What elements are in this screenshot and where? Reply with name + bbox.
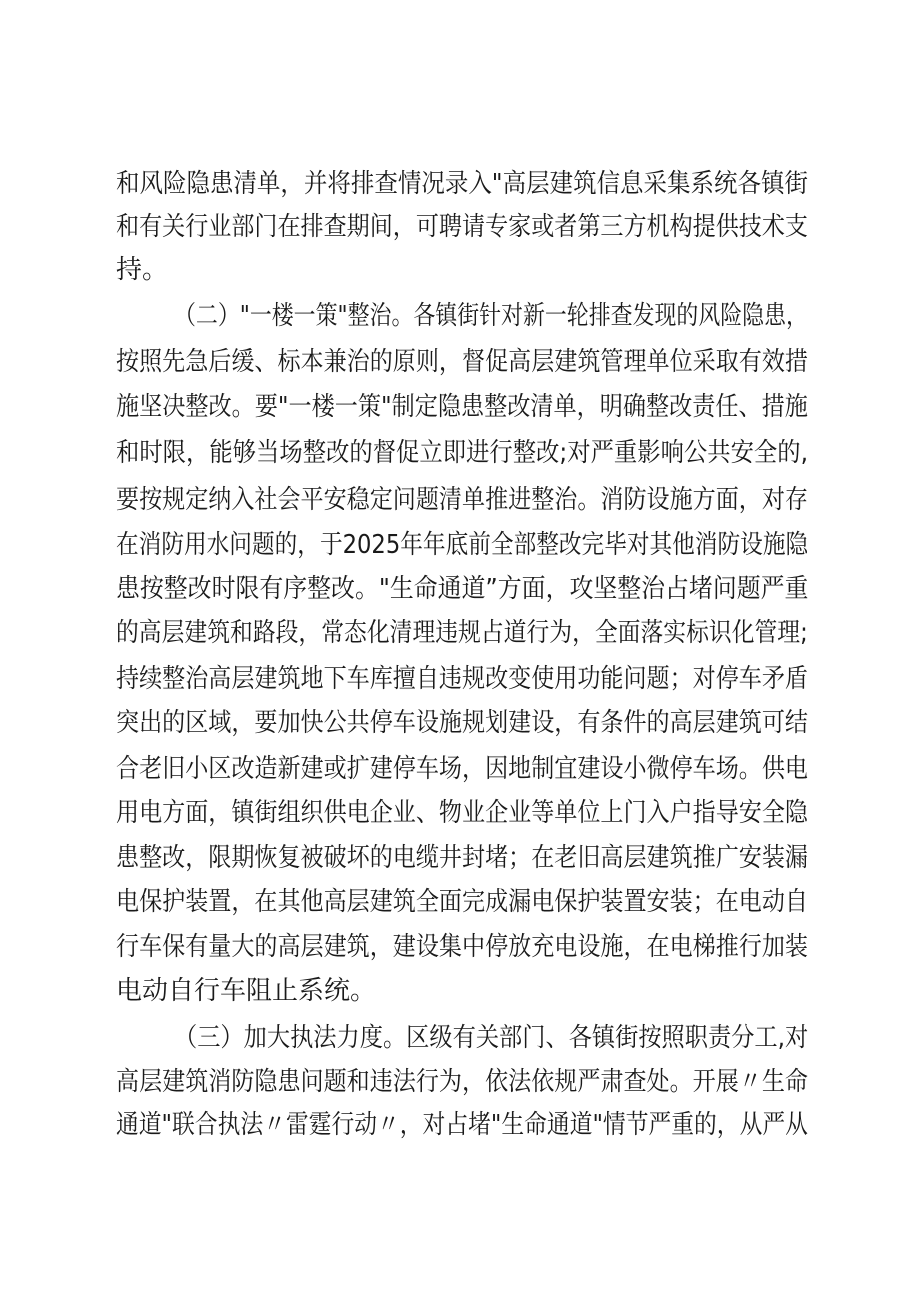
text-line: 和时限，能够当场整改的督促立即进行整改;对严重影响公共安全的, bbox=[116, 438, 809, 468]
text-line: 合老旧小区改造新建或扩建停车场，因地制宜建设小微停车场。供电 bbox=[116, 754, 809, 784]
section-heading-three: （三）加大执法力度。区级有关部门、各镇街按照职责分工,对 bbox=[174, 1023, 809, 1053]
text-line: 要按规定纳入社会平安稳定问题清单推进整治。消防设施方面，对存 bbox=[116, 485, 809, 515]
text-line: 患整改，限期恢复被破坏的电缆井封堵；在老旧高层建筑推广安装漏 bbox=[116, 843, 809, 873]
section-heading-two: （二）"一楼一策"整治。各镇街针对新一轮排查发现的风险隐患， bbox=[174, 301, 808, 331]
text-line: 用电方面，镇街组织供电企业、物业企业等单位上门入户指导安全隐 bbox=[116, 798, 809, 828]
text-line: 行车保有量大的高层建筑，建设集中停放充电设施，在电梯推行加装 bbox=[116, 932, 809, 962]
text-line: 持续整治高层建筑地下车库擅自违规改变使用功能问题；对停车矛盾 bbox=[116, 664, 809, 694]
text-line: 突出的区域，要加快公共停车设施规划建设，有条件的高层建筑可结 bbox=[116, 708, 809, 738]
text-line: 的高层建筑和路段，常态化清理违规占道行为，全面落实标识化管理; bbox=[116, 618, 808, 648]
text-line: 电动自行车阻止系统。 bbox=[116, 976, 377, 1006]
text-line: 施坚决整改。要"一楼一策"制定隐患整改清单，明确整改责任、措施 bbox=[116, 392, 808, 422]
text-line: 和有关行业部门在排查期间，可聘请专家或者第三方机构提供技术支 bbox=[116, 212, 809, 242]
text-line: 高层建筑消防隐患问题和违法行为，依法依规严肃查处。开展〃生命 bbox=[116, 1067, 809, 1097]
text-line: 在消防用水问题的，于2025年年底前全部整改完毕对其他消防设施隐 bbox=[116, 530, 809, 560]
text-line: 持。 bbox=[116, 255, 169, 285]
text-line: 和风险隐患清单，并将排查情况录入"高层建筑信息采集系统各镇街 bbox=[116, 169, 808, 199]
text-line: 按照先急后缓、标本兼治的原则，督促高层建筑管理单位采取有效措 bbox=[116, 347, 809, 377]
text-line: 通道"联合执法〃雷霆行动〃，对占堵"生命通道"情节严重的，从严从 bbox=[116, 1110, 808, 1140]
text-line: 电保护装置，在其他高层建筑全面完成漏电保护装置安装；在电动自 bbox=[116, 887, 809, 917]
text-line: 患按整改时限有序整改。"生命通道”方面，攻坚整治占堵问题严重 bbox=[116, 574, 809, 604]
